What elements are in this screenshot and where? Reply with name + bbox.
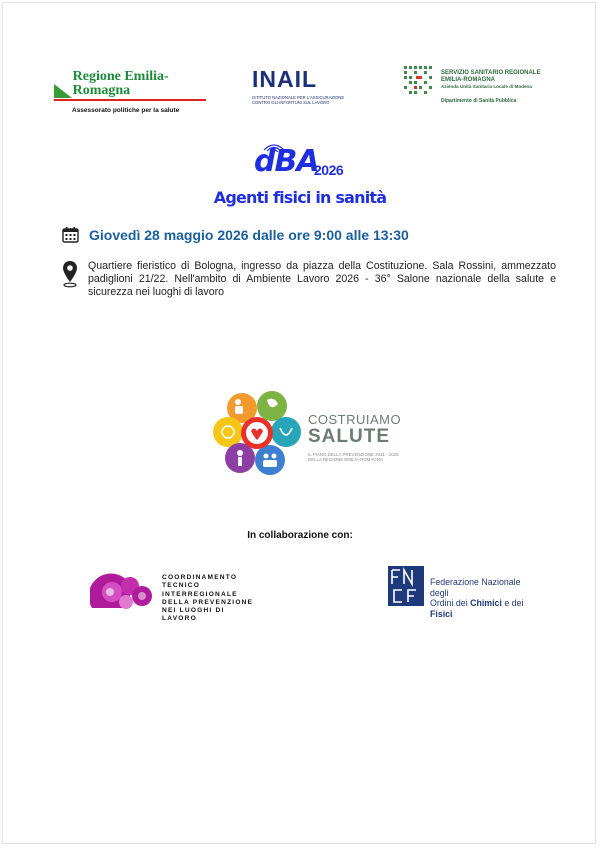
ctip-text [162, 574, 260, 624]
inail-subtitle-line1: ISTITUTO NAZIONALE PER L'ASSICURAZIONE [252, 95, 345, 100]
fncf-logo [388, 566, 538, 619]
ssr-department: Dipartimento di Sanità Pubblica [441, 98, 517, 104]
rer-name: Regione Emilia-Romagna [72, 69, 169, 98]
event-location-row [62, 260, 556, 299]
fncf-line2 [430, 598, 538, 619]
fncf-line2-a: Ordini dei [430, 598, 471, 608]
ctip-line4: DELLA PREVENZIONE [162, 598, 254, 606]
rer-subtitle: Assessorato politiche per la salute [72, 107, 180, 114]
regione-emilia-romagna-logo [54, 70, 206, 114]
fncf-monogram-icon [388, 566, 424, 606]
calendar-icon [62, 226, 79, 243]
salute-text: SALUTE [308, 426, 390, 447]
ctip-line1: COORDINAMENTO [162, 574, 238, 581]
costruiamo-salute-logo [210, 386, 410, 480]
event-title: Agenti fisici in sanità [213, 188, 387, 207]
rer-rule [54, 99, 206, 101]
fncf-line2-c: e dei [501, 598, 524, 608]
fncf-text [430, 577, 538, 619]
costruiamo-salute-subtitle [308, 452, 410, 463]
dba-letters: dBA [254, 144, 319, 179]
ssr-line1: SERVIZIO SANITARIO REGIONALE [441, 70, 541, 76]
fncf-line2-fisici: Fisici [430, 608, 453, 619]
fncf-line1: Federazione Nazionale degli [430, 577, 521, 598]
event-date-row [62, 226, 409, 243]
rer-flag-icon [54, 84, 70, 98]
inail-subtitle-line2: CONTRO GLI INFORTUNI SUL LAVORO [252, 100, 330, 105]
ctip-logo [90, 570, 260, 623]
inail-wordmark: INAIL [252, 66, 318, 92]
ctip-circles-icon [90, 570, 160, 610]
event-location: Quartiere fieristico di Bologna, ingresso da piazza della Costituzione. Sala Rossini, ammezzato padiglioni 21/22. Nell'ambito di Ambiente Lavoro 2026 - 36° Salone nazionale della salute e sicurezza nei luoghi di lavoro [88, 260, 556, 298]
collaboration-label: In collaborazione con: [247, 530, 353, 541]
costruiamo-text: COSTRUIAMO [308, 412, 402, 427]
inail-subtitle [252, 95, 352, 105]
ssr-line2: EMILIA-ROMAGNA [441, 77, 495, 83]
location-pin-icon [62, 260, 78, 288]
cs-subtitle-line1: IL PIANO DELLA PREVENZIONE 2021 - 2025 [308, 452, 399, 457]
ctip-line5: NEI LUOGHI DI LAVORO [162, 607, 225, 623]
event-date: Giovedì 28 maggio 2026 dalle ore 9:00 alle 13:30 [89, 226, 409, 243]
dba-year: 2026 [314, 162, 344, 178]
cs-subtitle-line2: DELLA REGIONE EMILIA-ROMAGNA [308, 457, 383, 463]
costruiamo-salute-flower-icon [210, 386, 306, 480]
inail-logo [252, 67, 352, 105]
ssr-line3: Azienda Unità Sanitaria Locale di Modena [441, 84, 532, 89]
fncf-line2-chimici: Chimici [470, 598, 502, 608]
ssr-dot-grid-icon [404, 66, 434, 96]
ctip-line2: TECNICO [162, 582, 201, 590]
dba-2026-logo [254, 140, 374, 180]
ctip-line3: INTERREGIONALE [162, 590, 238, 598]
